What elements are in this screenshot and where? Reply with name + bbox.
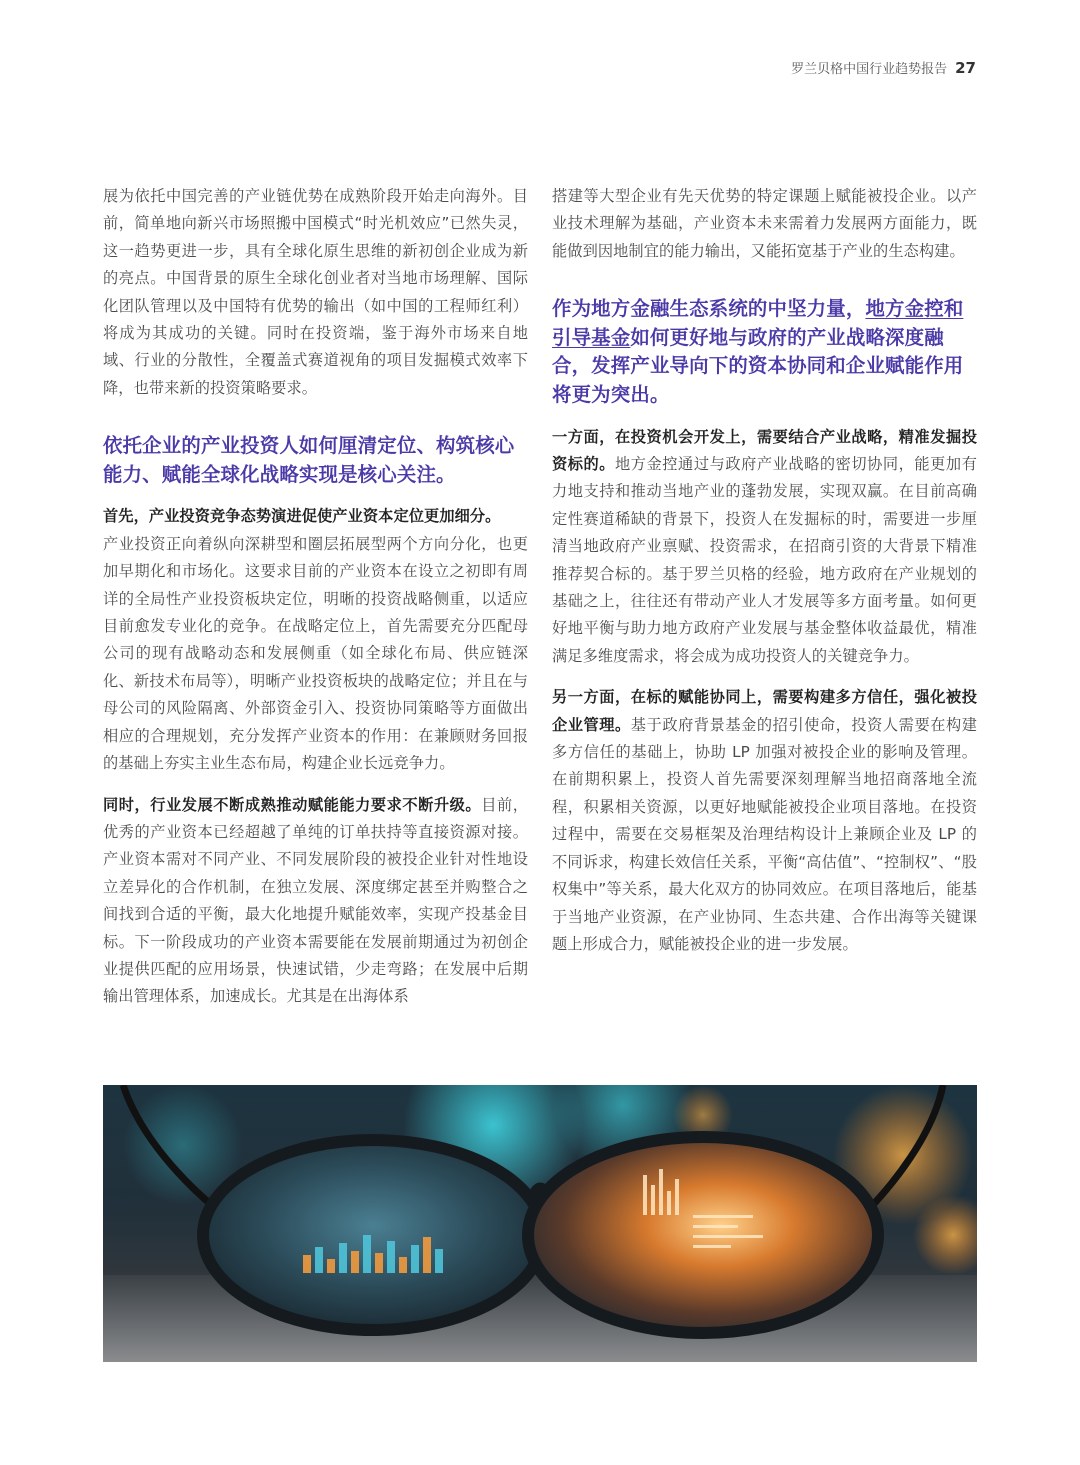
right-paragraph-1-text: 地方金控通过与政府产业战略的密切协同，能更加有力地支持和推动当地产业的蓬勃发展，实现双赢。在目前高确定性赛道稀缺的背景下，投资人在发掘标的时，需要进一步厘清当地政府产业禀赋、投资需求，在招商引资的大背景下精准推荐契合标的。基于罗兰贝格的经验，地方政府在产业规划的基础之上，往往还有带动产业人才发展等多方面考量。如何更好地平衡与助力地方政府产业发展与基金整体收益最优，精准满足多维度需求，将会成为成功投资人的关键竞争力。	[552, 455, 977, 665]
right-heading-part-2: 如何更好地与政府的产业战略深度融合，发挥产业导向下的资本协同和企业赋能作用将更为突出。	[552, 325, 964, 406]
right-column	[552, 183, 977, 972]
right-section-heading	[552, 295, 977, 409]
right-intro-paragraph: 搭建等大型企业有先天优势的特定课题上赋能被投企业。以产业技术理解为基础，产业资本未来需着力发展两方面能力，既能做到因地制宜的能力输出，又能拓宽基于产业的生态构建。	[552, 187, 977, 260]
right-paragraph-2-lead: 另一方面，在标的赋能协同上，需要构建多方信任，强化被投企业管理。	[552, 688, 977, 734]
left-paragraph-1	[103, 503, 528, 777]
left-paragraph-2	[103, 792, 528, 1011]
right-heading-part-1: 作为地方金融生态系统的中坚力量，	[552, 297, 866, 321]
left-paragraph-1-lead: 首先，产业投资竞争态势演进促使产业资本定位更加细分。	[103, 507, 501, 526]
right-paragraph-2	[552, 684, 977, 958]
glasses-illustration	[103, 1085, 977, 1362]
local-fund-link[interactable]: 地方金控和引导基金	[552, 297, 964, 349]
right-paragraph-1-lead: 一方面，在投资机会开发上，需要结合产业战略，精准发掘投资标的。	[552, 427, 977, 473]
right-paragraph-1	[552, 424, 977, 671]
page-header	[791, 58, 976, 80]
left-paragraph-2-lead: 同时，行业发展不断成熟推动赋能能力要求不断升级。	[103, 795, 482, 814]
left-section-heading: 依托企业的产业投资人如何厘清定位、构筑核心能力、赋能全球化战略实现是核心关注。	[103, 434, 515, 486]
left-paragraph-1-text: 产业投资正向着纵向深耕型和圈层拓展型两个方向分化，也更加早期化和市场化。这要求目前的产业资本在设立之初即有周详的全局性产业投资板块定位，明晰的投资战略侧重，以适应目前愈发专业化的竞争。在战略定位上，首先需要充分匹配母公司的现有战略动态和发展侧重（如全球化布局、供应链深化、新技术布局等），明晰产业投资板块的战略定位；并且在与母公司的风险隔离、外部资金引入、投资协同策略等方面做出相应的合理规划，充分发挥产业资本的作用：在兼顾财务回报的基础上夯实主业生态布局，构建企业长远竞争力。	[103, 534, 528, 773]
report-title: 罗兰贝格中国行业趋势报告	[791, 62, 948, 77]
left-paragraph-2-text: 目前，优秀的产业资本已经超越了单纯的订单扶持等直接资源对接。产业资本需对不同产业、不同发展阶段的被投企业针对性地设立差异化的合作机制，在独立发展、深度绑定甚至并购整合之间找到合适的平衡，最大化地提升赋能效率，实现产投基金目标。下一阶段成功的产业资本需要能在发展前期通过为初创企业提供匹配的应用场景，快速试错，少走弯路；在发展中后期输出管理体系，加速成长。尤其是在出海体系	[103, 795, 528, 1006]
right-paragraph-2-text: 基于政府背景基金的招引使命，投资人需要在构建多方信任的基础上，协助 LP 加强对被投企业的影响及管理。在前期积累上，投资人首先需要深刻理解当地招商落地全流程，积累相关资源，以更好地赋能被投企业项目落地。在投资过程中，需要在交易框架及治理结构设计上兼顾企业及 LP 的不同诉求，构建长效信任关系，平衡“高估值”、“控制权”、“股权集中”等关系，最大化双方的协同效应。在项目落地后，能基于当地产业资源，在产业协同、生态共建、合作出海等关键课题上形成合力，赋能被投企业的进一步发展。	[552, 715, 978, 953]
left-column	[103, 183, 528, 1025]
page-number: 27	[955, 59, 976, 77]
glasses-photo	[103, 1085, 977, 1362]
left-intro-paragraph: 展为依托中国完善的产业链优势在成熟阶段开始走向海外。目前，简单地向新兴市场照搬中国模式“时光机效应”已然失灵，这一趋势更进一步，具有全球化原生思维的新初创企业成为新的亮点。中国背景的原生全球化创业者对当地市场理解、国际化团队管理以及中国特有优势的输出（如中国的工程师红利）将成为其成功的关键。同时在投资端，鉴于海外市场来自地域、行业的分散性，全覆盖式赛道视角的项目发掘模式效率下降，也带来新的投资策略要求。	[103, 187, 528, 397]
